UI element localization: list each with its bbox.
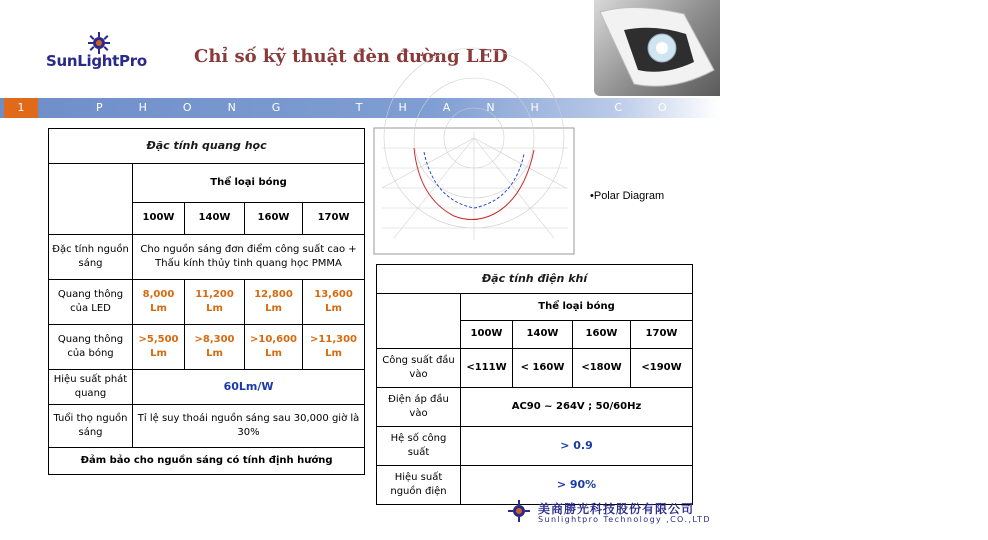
- polar-diagram: [374, 128, 574, 254]
- lamp-type-label: Thể loại bóng: [461, 294, 693, 321]
- row-label: Điện áp đầu vào: [377, 388, 461, 427]
- polar-diagram-label: •Polar Diagram: [590, 190, 665, 202]
- power-cell: < 160W: [513, 349, 573, 388]
- lamp-flux-cell: >8,300 Lm: [185, 325, 245, 370]
- type-cell: 140W: [513, 321, 573, 349]
- led-flux-cell: 12,800 Lm: [245, 280, 303, 325]
- table-row: [49, 129, 365, 164]
- table-row: [49, 235, 365, 280]
- row-label: Hiệu suất phát quang: [49, 370, 133, 405]
- row-label: Quang thông của bóng: [49, 325, 133, 370]
- power-factor-value: > 0.9: [461, 427, 693, 466]
- street-lamp-image: [594, 0, 720, 96]
- electrical-spec-table: [376, 264, 693, 505]
- table-row: [377, 388, 693, 427]
- power-cell: <180W: [573, 349, 631, 388]
- row-label: Đặc tính nguồn sáng: [49, 235, 133, 280]
- type-cell: 160W: [245, 203, 303, 235]
- lamp-flux-cell: >11,300 Lm: [303, 325, 365, 370]
- efficacy-value: 60Lm/W: [133, 370, 365, 405]
- empty-cell: [377, 294, 461, 349]
- company-logo: [46, 30, 146, 74]
- optical-spec-table: [48, 128, 365, 475]
- directional-note: Đảm bảo cho nguồn sáng có tính định hướng: [49, 448, 365, 475]
- type-cell: 160W: [573, 321, 631, 349]
- power-cell: <190W: [631, 349, 693, 388]
- slide-number: 1: [4, 98, 38, 118]
- led-flux-cell: 13,600 Lm: [303, 280, 365, 325]
- type-cell: 170W: [631, 321, 693, 349]
- efficiency-value: > 90%: [461, 466, 693, 505]
- table-row: [49, 370, 365, 405]
- electrical-header: Đặc tính điện khí: [377, 265, 693, 294]
- table-row: [49, 164, 365, 203]
- life-value: Tỉ lệ suy thoái nguồn sáng sau 30,000 giờ là 30%: [133, 405, 365, 448]
- type-cell: 140W: [185, 203, 245, 235]
- table-row: [377, 349, 693, 388]
- table-row: [49, 448, 365, 475]
- row-label: Công suất đầu vào: [377, 349, 461, 388]
- lamp-type-label: Thể loại bóng: [133, 164, 365, 203]
- power-cell: <111W: [461, 349, 513, 388]
- table-row: [49, 325, 365, 370]
- gear-sun-icon: [508, 500, 530, 522]
- optical-header: Đặc tính quang học: [49, 129, 365, 164]
- table-row: [377, 466, 693, 505]
- empty-cell: [49, 164, 133, 235]
- row-label: Tuổi thọ nguồn sáng: [49, 405, 133, 448]
- voltage-value: AC90 ~ 264V ; 50/60Hz: [461, 388, 693, 427]
- table-row: [49, 405, 365, 448]
- company-name-english: Sunlightpro Technology ,CO.,LTD: [538, 515, 711, 524]
- gear-sun-icon: [88, 32, 110, 54]
- row-label: Hệ số công suất: [377, 427, 461, 466]
- led-flux-cell: 11,200 Lm: [185, 280, 245, 325]
- street-lamp-photo: [594, 0, 720, 96]
- source-value: Cho nguồn sáng đơn điểm công suất cao + Thấu kính thủy tinh quang học PMMA: [133, 235, 365, 280]
- type-cell: 170W: [303, 203, 365, 235]
- type-cell: 100W: [461, 321, 513, 349]
- table-row: [377, 427, 693, 466]
- lamp-flux-cell: >5,500 Lm: [133, 325, 185, 370]
- company-name-chinese: 美商勝光科技股份有限公司: [538, 502, 695, 516]
- table-row: [49, 280, 365, 325]
- row-label: Hiệu suất nguồn điện: [377, 466, 461, 505]
- logo-text: SunLightPro: [46, 52, 147, 70]
- led-flux-cell: 8,000 Lm: [133, 280, 185, 325]
- footer-company-logo: [508, 500, 711, 526]
- type-cell: 100W: [133, 203, 185, 235]
- row-label: Quang thông của LED: [49, 280, 133, 325]
- table-row: [377, 294, 693, 321]
- company-banner-text: PHONG THANH CO., LTD.: [96, 101, 988, 114]
- table-row: [377, 265, 693, 294]
- page-title: Chỉ số kỹ thuật đèn đường LED: [194, 46, 508, 67]
- lamp-flux-cell: >10,600 Lm: [245, 325, 303, 370]
